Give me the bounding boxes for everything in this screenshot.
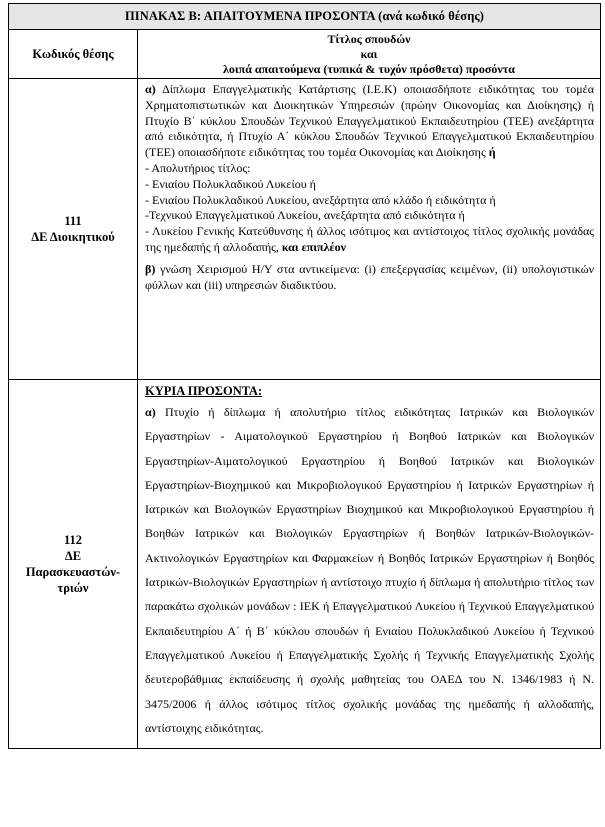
item-text: Δίπλωμα Επαγγελματικής Κατάρτισης (Ι.Ε.Κ) οποιασδήποτε ειδικότητας του τομέα Χρηματοπιστωτικών και Διοικητικών Υπηρεσιών (πρώην Οικονομίας και Διοίκησης) ή Πτυχίο Β΄ κύκλου Σπουδών Τεχνικού Επαγγελματικού Εκπαιδευτηρίου (ΤΕΕ) ανεξάρτητα από ειδικότητα, ή Πτυχίο Α΄ κύκλου Σπουδών Τεχνικού Επαγγελματικού Εκπαιδευτηρίου (ΤΕΕ) οποιασδήποτε ειδικότητας του τομέα Οικονομίας και Διοίκησης: [145, 82, 595, 160]
main-qualifications-header: ΚΥΡΙΑ ΠΡΟΣΟΝΤΑ:: [145, 384, 263, 398]
or-word: ή: [488, 145, 496, 160]
qualifications-cell: [138, 79, 601, 380]
position-name: τριών: [57, 581, 89, 596]
header-line-3: λοιπά απαιτούμενα (τυπικά & τυχόν πρόσθετα) προσόντα: [223, 61, 515, 76]
list-item: - Απολυτήριος τίτλος:: [145, 160, 251, 175]
list-item-text: - Λυκείου Γενικής Κατεύθυνσης ή άλλος ισότιμος και αντίστοιχος τίτλος σχολικής μονάδας της ημεδαπής ή αλλοδαπής,: [145, 224, 595, 254]
list-item: - Ενιαίου Πολυκλαδικού Λυκείου ή: [145, 176, 316, 191]
list-item-end: και επιπλέον: [281, 239, 346, 254]
qualifications-cell: [138, 380, 601, 749]
qualification-b: [145, 262, 594, 294]
item-text: Πτυχίο ή δίπλωμα ή απολυτήριο τίτλος ειδικότητας Ιατρικών και Βιολογικών Εργαστηρίων - Αιματολογικού Εργαστηρίου ή Βοηθού Ιατρικών και Βιολογικών Εργαστηρίων-Αιματολογικού Εργαστηρίου ή Βοηθού Ιατρικών και Βιολογικών Εργαστηρίων-Βιοχημικού και Μικροβιολογικού Εργαστηρίου ή Ιατρικών Εργαστηρίων ή Ιατρικών και Βιολογικών Εργαστηρίων Βιοχημικού και Μικροβιολογικού Εργαστηρίου ή Βοηθών Ιατρικών και Βιολογικών Εργαστηρίων ή Βοηθών Ιατρικών-Βιολογικών-Ακτινολογικών Εργαστηρίων και Φαρμακείων ή Βοηθός Ιατρικών Εργαστηρίων ή Βοηθός Ιατρικών-Βιολογικών Εργαστηρίων ή αντίστοιχο πτυχίο ή δίπλωμα ή απολυτήριο τίτλος των παρακάτω σχολικών μονάδων : ΙΕΚ ή Επαγγελματικού Λυκείου ή Τεχνικού Επαγγελματικού Εκπαιδευτηρίου Α΄ ή Β΄ κύκλου σπουδών ή Ενιαίου Πολυκλαδικού Λυκείου ή Τεχνικού Επαγγελματικού Λυκείου ή Επαγγελματικής Σχολής ή Τεχνικής Επαγγελματικής Σχολής δευτεροβάθμιας εκπαίδευσης ή σχολής μαθητείας του ΟΑΕΔ του Ν. 1346/1983 ή Ν. 3475/2006 ή άλλος ισότιμος τίτλος σχολικής μονάδας της ημεδαπής ή αλλοδαπής, αντίστοιχης ειδικότητας.: [145, 405, 595, 735]
qualifications-table: [8, 3, 601, 749]
table-row: [9, 380, 601, 749]
table-row: [9, 79, 601, 380]
list-item: - Ενιαίου Πολυκλαδικού Λυκείου, ανεξάρτητα από κλάδο ή ειδικότητα ή: [145, 192, 496, 207]
document-page: [8, 3, 600, 749]
position-name: ΔΕ: [64, 549, 82, 564]
item-label: β): [145, 261, 156, 276]
position-name: ΔΕ Διοικητικού: [31, 230, 115, 244]
position-code-cell: [9, 79, 138, 380]
position-code: 112: [63, 533, 83, 548]
position-name: Παρασκευαστών-: [25, 565, 121, 580]
list-item: -Τεχνικού Επαγγελματικού Λυκείου, ανεξάρτητα από ειδικότητα ή: [145, 208, 465, 223]
qualification-a: [145, 400, 594, 740]
table-title: ΠΙΝΑΚΑΣ Β: ΑΠΑΙΤΟΥΜΕΝΑ ΠΡΟΣΟΝΤΑ (ανά κωδικό θέσης): [9, 4, 601, 30]
column-header-qualifications: [138, 30, 601, 79]
position-code-cell: [9, 380, 138, 749]
item-label: α): [145, 82, 156, 96]
header-line-2: και: [360, 46, 378, 61]
list-item: [145, 224, 594, 256]
column-header-code: Κωδικός θέσης: [9, 30, 138, 79]
item-label: α): [145, 405, 156, 419]
item-text: γνώση Χειρισμού Η/Υ στα αντικείμενα: (i) επεξεργασίας κειμένων, (ii) υπολογιστικών φύλλων και (iii) υπηρεσιών διαδικτύου.: [145, 261, 595, 292]
qualification-a: [145, 82, 594, 161]
header-line-1: Τίτλος σπουδών: [327, 31, 411, 46]
position-code: 111: [64, 214, 82, 228]
